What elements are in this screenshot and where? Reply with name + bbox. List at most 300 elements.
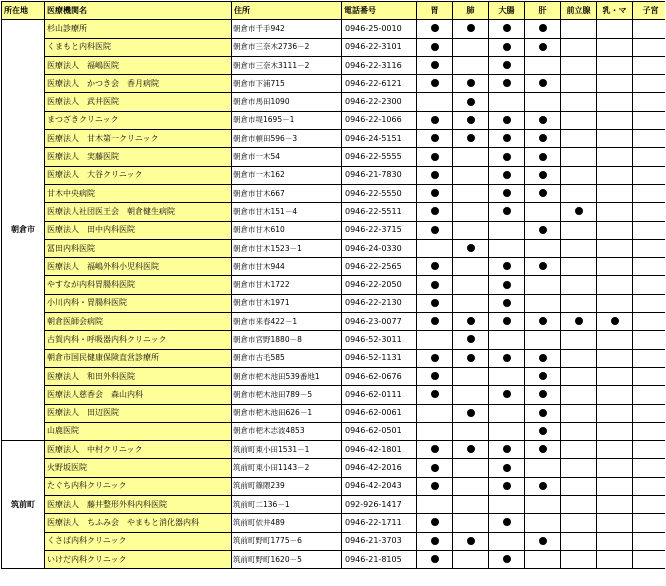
mark-dot bbox=[503, 317, 511, 325]
clinic-name: 朝倉医師会病院 bbox=[45, 313, 232, 331]
mark-dot bbox=[431, 61, 439, 69]
mark-cell-lung bbox=[453, 294, 489, 312]
mark-cell-liver bbox=[525, 532, 561, 550]
table-row bbox=[2, 111, 666, 129]
mark-cell-prostate bbox=[561, 148, 597, 166]
clinic-phone: 0946-62-0061 bbox=[342, 404, 417, 422]
mark-cell-colon bbox=[489, 532, 525, 550]
mark-cell-prostate bbox=[561, 38, 597, 56]
mark-cell-liver bbox=[525, 258, 561, 276]
mark-cell-lung bbox=[453, 313, 489, 331]
mark-cell-liver bbox=[525, 422, 561, 440]
mark-cell-breast bbox=[597, 294, 633, 312]
mark-cell-liver bbox=[525, 203, 561, 221]
mark-dot bbox=[503, 281, 511, 289]
header-name: 医療機関名 bbox=[45, 2, 232, 20]
clinic-phone: 0946-22-2565 bbox=[342, 258, 417, 276]
mark-cell-stomach bbox=[417, 166, 453, 184]
mark-dot bbox=[539, 153, 547, 161]
mark-dot bbox=[503, 354, 511, 362]
clinic-phone: 0946-22-5511 bbox=[342, 203, 417, 221]
mark-cell-uterus bbox=[633, 111, 666, 129]
table-body bbox=[2, 20, 666, 569]
mark-cell-colon bbox=[489, 386, 525, 404]
table-row bbox=[2, 459, 666, 477]
header-prostate: 前立腺 bbox=[561, 2, 597, 20]
clinic-address: 朝倉市甘木667 bbox=[232, 184, 342, 202]
mark-cell-breast bbox=[597, 75, 633, 93]
clinic-name: 医療法人 かつき会 香月病院 bbox=[45, 75, 232, 93]
mark-cell-colon bbox=[489, 203, 525, 221]
mark-cell-liver bbox=[525, 75, 561, 93]
table-row bbox=[2, 550, 666, 568]
mark-cell-colon bbox=[489, 276, 525, 294]
area-cell: 筑前町 bbox=[2, 441, 45, 569]
clinic-address: 朝倉市杷木池田539番地1 bbox=[232, 367, 342, 385]
mark-cell-colon bbox=[489, 404, 525, 422]
mark-cell-lung bbox=[453, 239, 489, 257]
clinic-name: 医療法人 田辺医院 bbox=[45, 404, 232, 422]
clinic-phone: 0946-22-1066 bbox=[342, 111, 417, 129]
mark-cell-prostate bbox=[561, 441, 597, 459]
clinic-address: 朝倉市古毛585 bbox=[232, 349, 342, 367]
table-row bbox=[2, 203, 666, 221]
mark-cell-uterus bbox=[633, 459, 666, 477]
mark-cell-liver bbox=[525, 111, 561, 129]
mark-cell-liver bbox=[525, 166, 561, 184]
clinic-name: 医療法人慈香会 森山内科 bbox=[45, 386, 232, 404]
clinic-phone: 0946-62-0676 bbox=[342, 367, 417, 385]
mark-cell-liver bbox=[525, 184, 561, 202]
mark-cell-breast bbox=[597, 404, 633, 422]
mark-cell-breast bbox=[597, 349, 633, 367]
mark-cell-breast bbox=[597, 56, 633, 74]
mark-dot bbox=[503, 518, 511, 526]
clinic-address: 朝倉市来春422－1 bbox=[232, 313, 342, 331]
mark-cell-lung bbox=[453, 422, 489, 440]
mark-cell-liver bbox=[525, 93, 561, 111]
clinic-phone: 0946-22-1711 bbox=[342, 514, 417, 532]
mark-dot bbox=[467, 409, 475, 417]
mark-cell-prostate bbox=[561, 496, 597, 514]
clinic-name: 甘木中央病院 bbox=[45, 184, 232, 202]
clinic-phone: 0946-52-1131 bbox=[342, 349, 417, 367]
clinic-address: 朝倉市一木162 bbox=[232, 166, 342, 184]
mark-cell-prostate bbox=[561, 386, 597, 404]
mark-dot bbox=[503, 43, 511, 51]
clinic-name: 杉山診療所 bbox=[45, 20, 232, 38]
mark-cell-prostate bbox=[561, 404, 597, 422]
mark-dot bbox=[539, 537, 547, 545]
table-row bbox=[2, 239, 666, 257]
mark-cell-prostate bbox=[561, 56, 597, 74]
mark-dot bbox=[467, 537, 475, 545]
mark-cell-colon bbox=[489, 441, 525, 459]
clinic-address: 朝倉市甘木610 bbox=[232, 221, 342, 239]
area-cell: 朝倉市 bbox=[2, 20, 45, 441]
table-row bbox=[2, 93, 666, 111]
mark-dot bbox=[503, 134, 511, 142]
mark-cell-lung bbox=[453, 386, 489, 404]
mark-cell-lung bbox=[453, 148, 489, 166]
mark-cell-colon bbox=[489, 38, 525, 56]
mark-cell-stomach bbox=[417, 56, 453, 74]
mark-cell-prostate bbox=[561, 532, 597, 550]
mark-cell-lung bbox=[453, 93, 489, 111]
mark-cell-breast bbox=[597, 111, 633, 129]
mark-cell-breast bbox=[597, 477, 633, 495]
clinic-phone: 0946-42-1801 bbox=[342, 441, 417, 459]
clinic-name: 医療法人 藤井整形外科内科医院 bbox=[45, 496, 232, 514]
mark-cell-prostate bbox=[561, 294, 597, 312]
mark-cell-breast bbox=[597, 386, 633, 404]
mark-cell-colon bbox=[489, 239, 525, 257]
clinic-phone: 0946-22-3116 bbox=[342, 56, 417, 74]
mark-cell-uterus bbox=[633, 331, 666, 349]
mark-dot bbox=[467, 354, 475, 362]
clinic-phone: 0946-24-0330 bbox=[342, 239, 417, 257]
table-row bbox=[2, 367, 666, 385]
mark-dot bbox=[539, 445, 547, 453]
mark-cell-uterus bbox=[633, 386, 666, 404]
mark-cell-lung bbox=[453, 496, 489, 514]
clinic-name: 医療法人 甘木第一クリニック bbox=[45, 130, 232, 148]
clinic-name: 医療法人 福嶋外科小児科医院 bbox=[45, 258, 232, 276]
mark-cell-prostate bbox=[561, 514, 597, 532]
mark-cell-stomach bbox=[417, 550, 453, 568]
mark-dot bbox=[539, 390, 547, 398]
mark-cell-prostate bbox=[561, 20, 597, 38]
mark-cell-breast bbox=[597, 276, 633, 294]
mark-cell-liver bbox=[525, 441, 561, 459]
mark-cell-prostate bbox=[561, 166, 597, 184]
mark-dot bbox=[431, 555, 439, 563]
mark-cell-stomach bbox=[417, 514, 453, 532]
clinic-name: いけだ内科クリニック bbox=[45, 550, 232, 568]
clinic-address: 朝倉市宮野1880－8 bbox=[232, 331, 342, 349]
table-row bbox=[2, 75, 666, 93]
mark-cell-colon bbox=[489, 514, 525, 532]
clinic-address: 筑前町二136－1 bbox=[232, 496, 342, 514]
mark-dot bbox=[431, 445, 439, 453]
mark-cell-uterus bbox=[633, 532, 666, 550]
mark-dot bbox=[575, 207, 583, 215]
mark-cell-prostate bbox=[561, 550, 597, 568]
mark-cell-colon bbox=[489, 166, 525, 184]
mark-cell-stomach bbox=[417, 75, 453, 93]
mark-cell-lung bbox=[453, 130, 489, 148]
mark-dot bbox=[431, 116, 439, 124]
mark-cell-liver bbox=[525, 239, 561, 257]
mark-cell-prostate bbox=[561, 258, 597, 276]
mark-cell-colon bbox=[489, 496, 525, 514]
mark-cell-stomach bbox=[417, 477, 453, 495]
mark-cell-breast bbox=[597, 313, 633, 331]
mark-cell-breast bbox=[597, 532, 633, 550]
mark-dot bbox=[503, 555, 511, 563]
mark-cell-lung bbox=[453, 532, 489, 550]
mark-cell-liver bbox=[525, 459, 561, 477]
mark-cell-liver bbox=[525, 514, 561, 532]
mark-cell-stomach bbox=[417, 367, 453, 385]
clinic-address: 朝倉市甘木944 bbox=[232, 258, 342, 276]
mark-cell-uterus bbox=[633, 550, 666, 568]
mark-dot bbox=[467, 79, 475, 87]
table-row bbox=[2, 221, 666, 239]
mark-cell-lung bbox=[453, 184, 489, 202]
mark-cell-colon bbox=[489, 130, 525, 148]
clinic-address: 筑前町野町1620－5 bbox=[232, 550, 342, 568]
mark-cell-lung bbox=[453, 75, 489, 93]
mark-cell-breast bbox=[597, 93, 633, 111]
clinic-address: 朝倉市甘木1722 bbox=[232, 276, 342, 294]
clinic-phone: 0946-62-0501 bbox=[342, 422, 417, 440]
mark-dot bbox=[467, 445, 475, 453]
clinic-phone: 0946-22-2050 bbox=[342, 276, 417, 294]
clinic-address: 朝倉市甘木1971 bbox=[232, 294, 342, 312]
clinic-name: 医療法人社団医王会 朝倉健生病院 bbox=[45, 203, 232, 221]
mark-dot bbox=[575, 317, 583, 325]
mark-cell-uterus bbox=[633, 496, 666, 514]
mark-cell-breast bbox=[597, 367, 633, 385]
clinic-name: 冨田内科医院 bbox=[45, 239, 232, 257]
table-row bbox=[2, 313, 666, 331]
clinic-name: 朝倉市国民健康保険直営診療所 bbox=[45, 349, 232, 367]
mark-dot bbox=[539, 116, 547, 124]
mark-cell-prostate bbox=[561, 349, 597, 367]
mark-dot bbox=[503, 189, 511, 197]
mark-dot bbox=[539, 409, 547, 417]
mark-cell-prostate bbox=[561, 221, 597, 239]
clinic-name: 医療法人 ちふみ会 やまもと消化器内科 bbox=[45, 514, 232, 532]
mark-dot bbox=[431, 43, 439, 51]
mark-cell-colon bbox=[489, 111, 525, 129]
header-stomach: 胃 bbox=[417, 2, 453, 20]
mark-cell-lung bbox=[453, 331, 489, 349]
mark-cell-lung bbox=[453, 111, 489, 129]
mark-cell-breast bbox=[597, 221, 633, 239]
mark-cell-prostate bbox=[561, 111, 597, 129]
mark-dot bbox=[503, 116, 511, 124]
table-row bbox=[2, 496, 666, 514]
table-row bbox=[2, 514, 666, 532]
mark-dot bbox=[503, 464, 511, 472]
mark-dot bbox=[431, 189, 439, 197]
clinic-name: やすなが内科胃腸科医院 bbox=[45, 276, 232, 294]
clinic-address: 筑前町野町1775－6 bbox=[232, 532, 342, 550]
table-row bbox=[2, 276, 666, 294]
mark-cell-prostate bbox=[561, 331, 597, 349]
mark-dot bbox=[431, 79, 439, 87]
mark-cell-uterus bbox=[633, 313, 666, 331]
header-area: 所在地 bbox=[2, 2, 45, 20]
mark-cell-breast bbox=[597, 422, 633, 440]
mark-cell-breast bbox=[597, 166, 633, 184]
mark-cell-prostate bbox=[561, 75, 597, 93]
mark-cell-uterus bbox=[633, 477, 666, 495]
clinic-phone: 0946-22-5555 bbox=[342, 148, 417, 166]
mark-cell-stomach bbox=[417, 130, 453, 148]
header-colon: 大腸 bbox=[489, 2, 525, 20]
mark-cell-breast bbox=[597, 441, 633, 459]
mark-cell-stomach bbox=[417, 422, 453, 440]
clinic-address: 朝倉市三奈木2736－2 bbox=[232, 38, 342, 56]
mark-cell-uterus bbox=[633, 441, 666, 459]
mark-dot bbox=[539, 43, 547, 51]
mark-cell-colon bbox=[489, 56, 525, 74]
mark-dot bbox=[539, 262, 547, 270]
mark-cell-uterus bbox=[633, 294, 666, 312]
mark-cell-colon bbox=[489, 221, 525, 239]
mark-dot bbox=[431, 281, 439, 289]
mark-cell-colon bbox=[489, 459, 525, 477]
clinic-name: 火野坂医院 bbox=[45, 459, 232, 477]
mark-cell-liver bbox=[525, 477, 561, 495]
table-row bbox=[2, 441, 666, 459]
mark-dot bbox=[539, 226, 547, 234]
mark-cell-prostate bbox=[561, 203, 597, 221]
mark-cell-liver bbox=[525, 38, 561, 56]
mark-cell-stomach bbox=[417, 349, 453, 367]
mark-cell-colon bbox=[489, 349, 525, 367]
mark-cell-liver bbox=[525, 496, 561, 514]
mark-dot bbox=[503, 262, 511, 270]
mark-dot bbox=[467, 116, 475, 124]
mark-cell-colon bbox=[489, 75, 525, 93]
mark-cell-stomach bbox=[417, 258, 453, 276]
clinic-address: 朝倉市甘木1523－1 bbox=[232, 239, 342, 257]
mark-cell-stomach bbox=[417, 239, 453, 257]
header-breast: 乳・マ bbox=[597, 2, 633, 20]
mark-cell-stomach bbox=[417, 313, 453, 331]
mark-cell-stomach bbox=[417, 111, 453, 129]
mark-cell-prostate bbox=[561, 239, 597, 257]
mark-cell-lung bbox=[453, 258, 489, 276]
clinic-address: 朝倉市千手942 bbox=[232, 20, 342, 38]
mark-cell-uterus bbox=[633, 349, 666, 367]
mark-dot bbox=[539, 24, 547, 32]
clinic-address: 筑前町東小田1143－2 bbox=[232, 459, 342, 477]
mark-cell-stomach bbox=[417, 532, 453, 550]
mark-cell-lung bbox=[453, 221, 489, 239]
clinic-address: 朝倉市一木54 bbox=[232, 148, 342, 166]
mark-cell-uterus bbox=[633, 130, 666, 148]
mark-dot bbox=[503, 299, 511, 307]
clinic-address: 朝倉市堤1695－1 bbox=[232, 111, 342, 129]
mark-dot bbox=[431, 207, 439, 215]
clinic-name: 医療法人 実藤医院 bbox=[45, 148, 232, 166]
clinic-name: 医療法人 中村クリニック bbox=[45, 441, 232, 459]
mark-cell-uterus bbox=[633, 258, 666, 276]
clinic-name: 医療法人 和田外科医院 bbox=[45, 367, 232, 385]
clinic-address: 朝倉市頓田596－3 bbox=[232, 130, 342, 148]
table-row bbox=[2, 386, 666, 404]
table-row bbox=[2, 258, 666, 276]
clinic-address: 朝倉市杷木池田626－1 bbox=[232, 404, 342, 422]
clinic-phone: 0946-22-2130 bbox=[342, 294, 417, 312]
mark-dot bbox=[503, 482, 511, 490]
mark-dot bbox=[539, 189, 547, 197]
table-row bbox=[2, 56, 666, 74]
mark-cell-breast bbox=[597, 258, 633, 276]
clinic-name: まつざきクリニック bbox=[45, 111, 232, 129]
mark-cell-breast bbox=[597, 550, 633, 568]
table-row bbox=[2, 20, 666, 38]
header-row bbox=[2, 2, 666, 20]
mark-cell-liver bbox=[525, 331, 561, 349]
mark-cell-stomach bbox=[417, 459, 453, 477]
mark-cell-prostate bbox=[561, 313, 597, 331]
mark-cell-uterus bbox=[633, 203, 666, 221]
mark-cell-breast bbox=[597, 459, 633, 477]
clinic-phone: 0946-52-3011 bbox=[342, 331, 417, 349]
mark-dot bbox=[503, 445, 511, 453]
mark-cell-prostate bbox=[561, 276, 597, 294]
clinic-address: 朝倉市馬田1090 bbox=[232, 93, 342, 111]
clinic-phone: 0946-22-2300 bbox=[342, 93, 417, 111]
clinic-phone: 0946-21-7830 bbox=[342, 166, 417, 184]
header-liver: 肝 bbox=[525, 2, 561, 20]
mark-dot bbox=[539, 354, 547, 362]
mark-cell-lung bbox=[453, 404, 489, 422]
mark-cell-breast bbox=[597, 239, 633, 257]
mark-cell-lung bbox=[453, 20, 489, 38]
mark-cell-stomach bbox=[417, 294, 453, 312]
mark-dot bbox=[539, 372, 547, 380]
table-row bbox=[2, 184, 666, 202]
mark-cell-breast bbox=[597, 514, 633, 532]
clinic-address: 筑前町篠隈239 bbox=[232, 477, 342, 495]
mark-cell-lung bbox=[453, 550, 489, 568]
mark-dot bbox=[503, 153, 511, 161]
clinic-name: たぐち内科クリニック bbox=[45, 477, 232, 495]
mark-cell-stomach bbox=[417, 386, 453, 404]
clinic-phone: 0946-24-5151 bbox=[342, 130, 417, 148]
mark-cell-stomach bbox=[417, 331, 453, 349]
mark-cell-liver bbox=[525, 130, 561, 148]
mark-cell-liver bbox=[525, 386, 561, 404]
mark-cell-liver bbox=[525, 20, 561, 38]
mark-cell-stomach bbox=[417, 93, 453, 111]
table-row bbox=[2, 294, 666, 312]
clinic-phone: 0946-21-8105 bbox=[342, 550, 417, 568]
clinic-phone: 0946-42-2016 bbox=[342, 459, 417, 477]
mark-cell-uterus bbox=[633, 404, 666, 422]
mark-dot bbox=[431, 153, 439, 161]
mark-cell-uterus bbox=[633, 239, 666, 257]
clinic-phone: 0946-23-0077 bbox=[342, 313, 417, 331]
header-phone: 電話番号 bbox=[342, 2, 417, 20]
mark-cell-colon bbox=[489, 313, 525, 331]
mark-cell-lung bbox=[453, 276, 489, 294]
clinic-name: 医療法人 田中内科医院 bbox=[45, 221, 232, 239]
table-row bbox=[2, 38, 666, 56]
mark-cell-colon bbox=[489, 184, 525, 202]
table-row bbox=[2, 166, 666, 184]
clinic-name: 小川内科・胃腸科医院 bbox=[45, 294, 232, 312]
mark-cell-colon bbox=[489, 477, 525, 495]
mark-cell-uterus bbox=[633, 166, 666, 184]
clinic-phone: 0946-21-3703 bbox=[342, 532, 417, 550]
mark-dot bbox=[467, 24, 475, 32]
mark-cell-uterus bbox=[633, 514, 666, 532]
mark-cell-liver bbox=[525, 148, 561, 166]
table-row bbox=[2, 331, 666, 349]
clinic-phone: 0946-22-3101 bbox=[342, 38, 417, 56]
table-row bbox=[2, 404, 666, 422]
mark-cell-breast bbox=[597, 496, 633, 514]
mark-cell-breast bbox=[597, 38, 633, 56]
